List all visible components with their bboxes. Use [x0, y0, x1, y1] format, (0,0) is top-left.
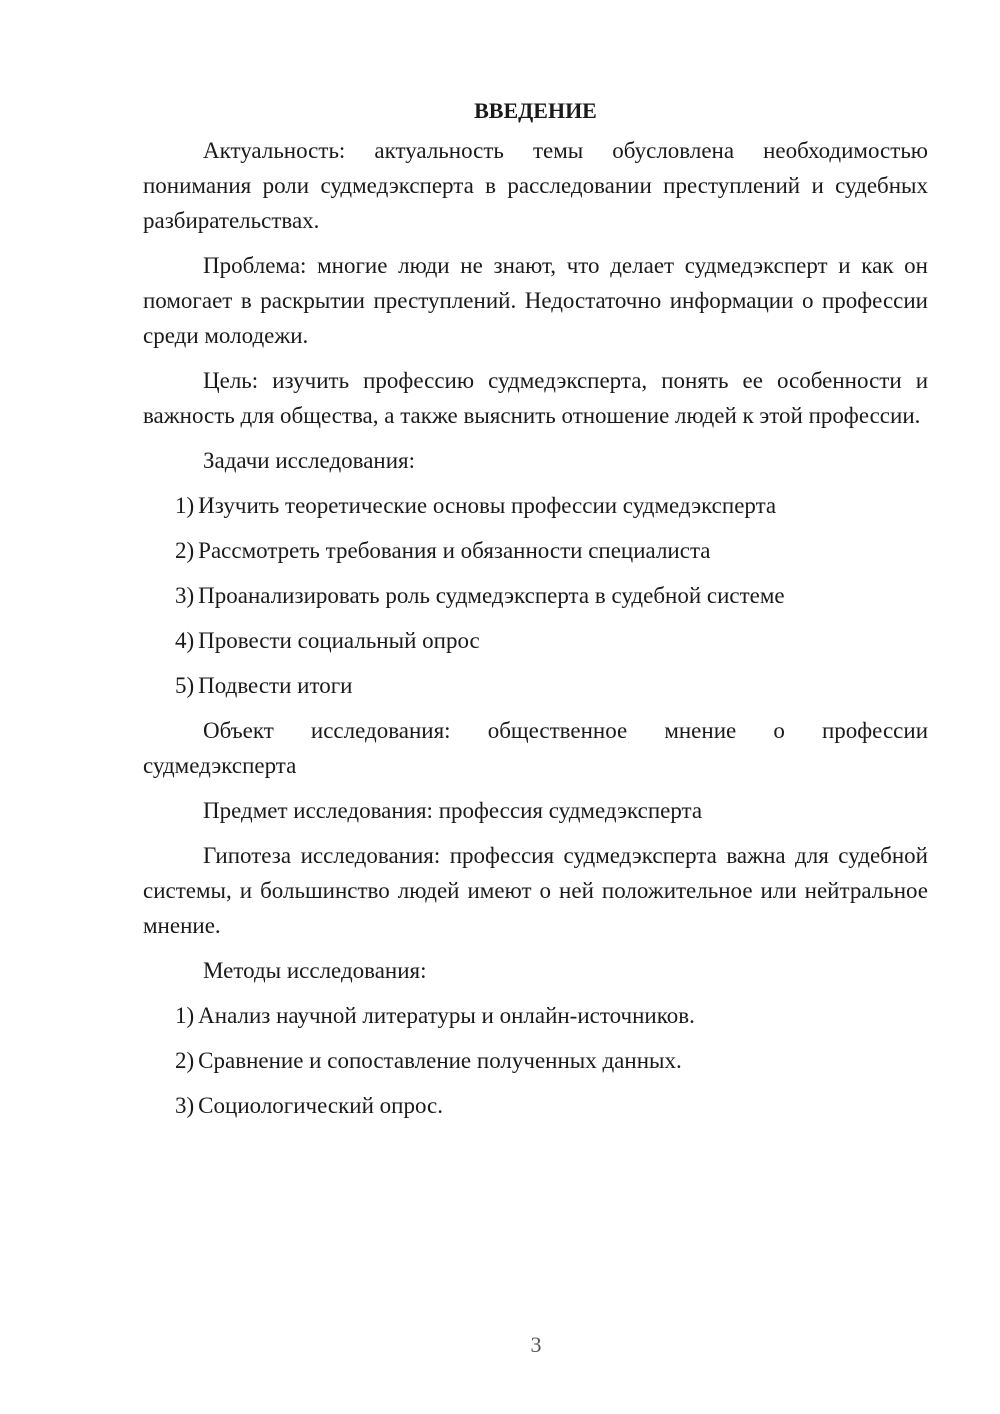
list-item — [143, 533, 928, 568]
tasks-list — [143, 488, 928, 703]
list-item-number: 3) — [175, 583, 195, 608]
list-item-number: 5) — [175, 673, 195, 698]
paragraph-relevance: Актуальность: актуальность темы обусловлена необходимостью понимания роли судмедэксперта в расследовании преступлений и судебных разбирательствах. — [143, 138, 928, 233]
section-title: ВВЕДЕНИЕ — [474, 98, 597, 123]
page-number: 3 — [530, 1332, 542, 1357]
list-item-text: Рассмотреть требования и обязанности специалиста — [198, 538, 711, 563]
paragraph-subject: Предмет исследования: профессия судмедэксперта — [203, 798, 703, 823]
list-item-number: 1) — [175, 493, 195, 518]
list-item-number: 4) — [175, 628, 195, 653]
list-item-text: Анализ научной литературы и онлайн-источников. — [198, 1003, 695, 1028]
list-item-text: Проанализировать роль судмедэксперта в судебной системе — [198, 583, 785, 608]
list-item-text: Провести социальный опрос — [198, 628, 480, 653]
methods-list — [143, 998, 928, 1123]
list-item — [143, 1088, 928, 1123]
tasks-heading: Задачи исследования: — [203, 448, 416, 473]
list-item-number: 2) — [175, 1048, 195, 1073]
list-item-text: Сравнение и сопоставление полученных данных. — [198, 1048, 682, 1073]
list-item — [143, 668, 928, 703]
list-item — [143, 1043, 928, 1078]
list-item — [143, 488, 928, 523]
methods-heading: Методы исследования: — [203, 958, 427, 983]
page-content — [143, 93, 928, 1133]
list-item-text: Социологический опрос. — [198, 1093, 443, 1118]
paragraph-problem: Проблема: многие люди не знают, что делает судмедэксперт и как он помогает в раскрытии преступлений. Недостаточно информации о профессии среди молодежи. — [143, 253, 928, 348]
list-item — [143, 578, 928, 613]
list-item — [143, 998, 928, 1033]
list-item-text: Изучить теоретические основы профессии судмедэксперта — [198, 493, 777, 518]
list-item-number: 1) — [175, 1003, 195, 1028]
paragraph-hypothesis: Гипотеза исследования: профессия судмедэксперта важна для судебной системы, и большинство людей имеют о ней положительное или нейтральное мнение. — [143, 843, 928, 938]
paragraph-object: Объект исследования: общественное мнение о профессии судмедэксперта — [143, 718, 928, 778]
list-item-number: 3) — [175, 1093, 195, 1118]
paragraph-goal: Цель: изучить профессию судмедэксперта, понять ее особенности и важность для общества, а также выяснить отношение людей к этой профессии. — [143, 368, 928, 428]
list-item-text: Подвести итоги — [198, 673, 353, 698]
list-item-number: 2) — [175, 538, 195, 563]
list-item — [143, 623, 928, 658]
